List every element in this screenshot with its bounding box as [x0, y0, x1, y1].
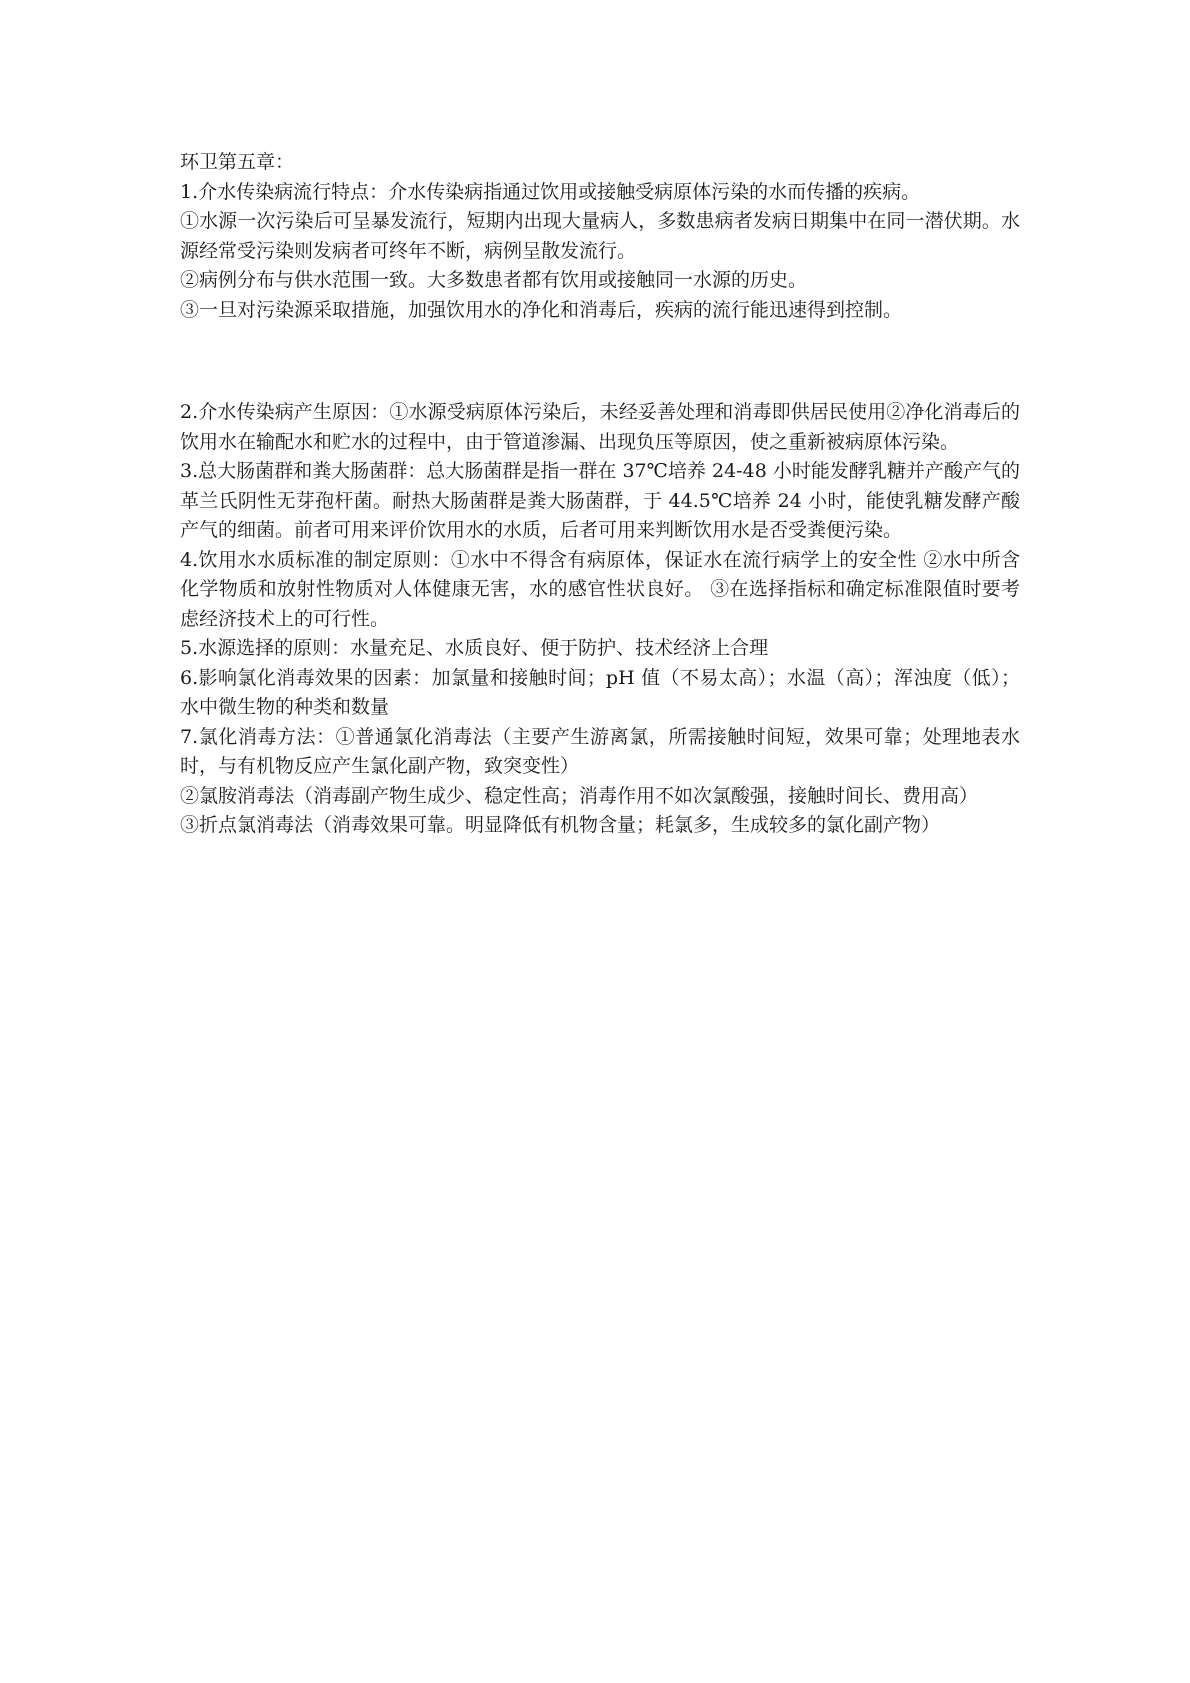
section-3-paragraph: 3.总大肠菌群和粪大肠菌群：总大肠菌群是指一群在 37℃培养 24-48 小时能发酵乳糖并产酸产气的革兰氏阴性无芽孢杆菌。耐热大肠菌群是粪大肠菌群，于 44.5℃培养 24 小时，能使乳糖发酵产酸产气的细菌。前者可用来评价饮用水的水质，后者可用来判断饮用水是否受粪便污染。	[180, 460, 1020, 541]
section-7-point-3: ③折点氯消毒法（消毒效果可靠。明显降低有机物含量；耗氯多，生成较多的氯化副产物）	[180, 814, 941, 836]
document-title: 环卫第五章：	[180, 151, 295, 173]
section-2-paragraph: 2.介水传染病产生原因：①水源受病原体污染后，未经妥善处理和消毒即供居民使用②净化消毒后的饮用水在输配水和贮水的过程中，由于管道渗漏、出现负压等原因，使之重新被病原体污染。	[180, 401, 1020, 453]
section-1-point-1: ①水源一次污染后可呈暴发流行，短期内出现大量病人，多数患病者发病日期集中在同一潜伏期。水源经常受污染则发病者可终年不断，病例呈散发流行。	[180, 210, 1020, 262]
section-4-paragraph: 4.饮用水水质标准的制定原则：①水中不得含有病原体，保证水在流行病学上的安全性 ②水中所含化学物质和放射性物质对人体健康无害，水的感官性状良好。 ③在选择指标和确定标准限值时要考虑经济技术上的可行性。	[180, 548, 1020, 630]
section-7-heading: 7.氯化消毒方法：①普通氯化消毒法（主要产生游离氯，所需接触时间短，效果可靠；处理地表水时，与有机物反应产生氯化副产物，致突变性）	[180, 725, 1020, 777]
section-7-point-2: ②氯胺消毒法（消毒副产物生成少、稳定性高；消毒作用不如次氯酸强，接触时间长、费用高）	[180, 784, 979, 807]
section-5-paragraph: 5.水源选择的原则：水量充足、水质良好、便于防护、技术经济上合理	[180, 637, 769, 659]
blank-spacer	[180, 325, 1020, 398]
section-1-heading: 1.介水传染病流行特点：介水传染病指通过饮用或接触受病原体污染的水而传播的疾病。	[180, 180, 921, 203]
section-1-point-2: ②病例分布与供水范围一致。大多数患者都有饮用或接触同一水源的历史。	[180, 269, 808, 291]
section-1-point-3: ③一旦对污染源采取措施，加强饮用水的净化和消毒后，疾病的流行能迅速得到控制。	[180, 298, 903, 321]
section-6-paragraph: 6.影响氯化消毒效果的因素：加氯量和接触时间；pH 值（不易太高）；水温（高）；浑浊度（低）；水中微生物的种类和数量	[180, 666, 1020, 718]
document-body	[180, 148, 1020, 841]
